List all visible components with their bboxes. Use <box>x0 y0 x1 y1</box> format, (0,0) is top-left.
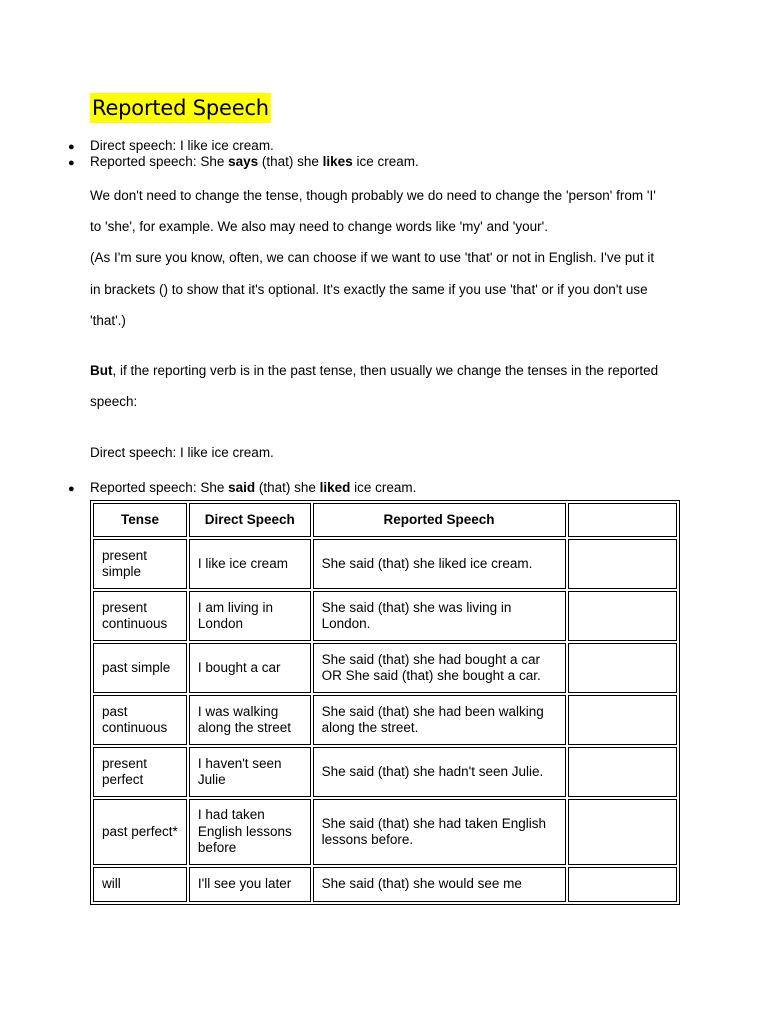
paragraph-line: We don't need to change the tense, though probably we do need to change the 'person' from 'I' <box>90 188 656 203</box>
bullet-text: Direct speech: I like ice cream. <box>90 138 274 153</box>
cell-extra <box>568 867 677 902</box>
header-empty <box>568 503 677 537</box>
cell-direct: I had taken English lessons before <box>189 799 311 865</box>
cell-extra <box>568 799 677 865</box>
header-tense: Tense <box>93 503 187 537</box>
cell-reported: She said (that) she hadn't seen Julie. <box>313 747 566 797</box>
text-segment: (that) she <box>258 154 323 169</box>
bullet-icon: ● <box>68 141 75 153</box>
cell-tense: past perfect* <box>93 799 187 865</box>
cell-extra <box>568 747 677 797</box>
text-segment: ice cream. <box>350 480 417 495</box>
cell-reported: She said (that) she would see me <box>313 867 566 902</box>
cell-direct: I like ice cream <box>189 539 311 589</box>
cell-extra <box>568 591 677 641</box>
cell-direct: I'll see you later <box>189 867 311 902</box>
cell-extra <box>568 643 677 693</box>
header-reported-speech: Reported Speech <box>313 503 566 537</box>
cell-reported: She said (that) she had taken English lessons before. <box>313 799 566 865</box>
bullet-reported-speech-past <box>68 479 416 496</box>
bold-word: says <box>228 154 259 169</box>
table-row <box>93 643 677 693</box>
cell-reported: She said (that) she liked ice cream. <box>313 539 566 589</box>
paragraph-line <box>90 362 658 379</box>
bold-word: liked <box>319 480 351 495</box>
header-direct-speech: Direct Speech <box>189 503 311 537</box>
paragraph-line: in brackets () to show that it's optional. It's exactly the same if you use 'that' or if you don't use <box>90 282 648 297</box>
table-row <box>93 747 677 797</box>
cell-extra <box>568 539 677 589</box>
text-segment: , if the reporting verb is in the past tense, then usually we change the tenses in the reported <box>112 363 659 378</box>
cell-tense: past simple <box>93 643 187 693</box>
direct-speech-line: Direct speech: I like ice cream. <box>90 445 274 460</box>
bullet-direct-speech <box>68 137 274 154</box>
cell-direct: I am living in London <box>189 591 311 641</box>
paragraph-line: speech: <box>90 394 138 409</box>
table-row <box>93 799 677 865</box>
bold-word: But <box>90 363 113 378</box>
cell-reported: She said (that) she had been walking along the street. <box>313 695 566 745</box>
cell-tense: present continuous <box>93 591 187 641</box>
text-segment: (that) she <box>255 480 320 495</box>
paragraph-line: to 'she', for example. We also may need to change words like 'my' and 'your'. <box>90 219 548 234</box>
cell-extra <box>568 695 677 745</box>
cell-tense: present perfect <box>93 747 187 797</box>
cell-tense: past continuous <box>93 695 187 745</box>
cell-reported: She said (that) she was living in London. <box>313 591 566 641</box>
bold-word: said <box>228 480 256 495</box>
cell-reported: She said (that) she had bought a car OR She said (that) she bought a car. <box>313 643 566 693</box>
page-title: Reported Speech <box>90 93 271 123</box>
bold-word: likes <box>322 154 353 169</box>
paragraph-line: 'that'.) <box>90 313 126 328</box>
table-row <box>93 539 677 589</box>
bullet-reported-speech <box>68 153 419 170</box>
bullet-icon: ● <box>68 483 75 495</box>
text-segment: Reported speech: She <box>90 154 229 169</box>
cell-tense: will <box>93 867 187 902</box>
cell-tense: present simple <box>93 539 187 589</box>
table-row <box>93 695 677 745</box>
cell-direct: I haven't seen Julie <box>189 747 311 797</box>
text-segment: Reported speech: She <box>90 480 229 495</box>
tense-table <box>90 500 680 905</box>
table-row <box>93 867 677 902</box>
table-header-row <box>93 503 677 537</box>
table-row <box>93 591 677 641</box>
bullet-icon: ● <box>68 157 75 169</box>
paragraph-line: (As I'm sure you know, often, we can choose if we want to use 'that' or not in English. I've put it <box>90 250 655 265</box>
text-segment: ice cream. <box>352 154 419 169</box>
cell-direct: I was walking along the street <box>189 695 311 745</box>
cell-direct: I bought a car <box>189 643 311 693</box>
